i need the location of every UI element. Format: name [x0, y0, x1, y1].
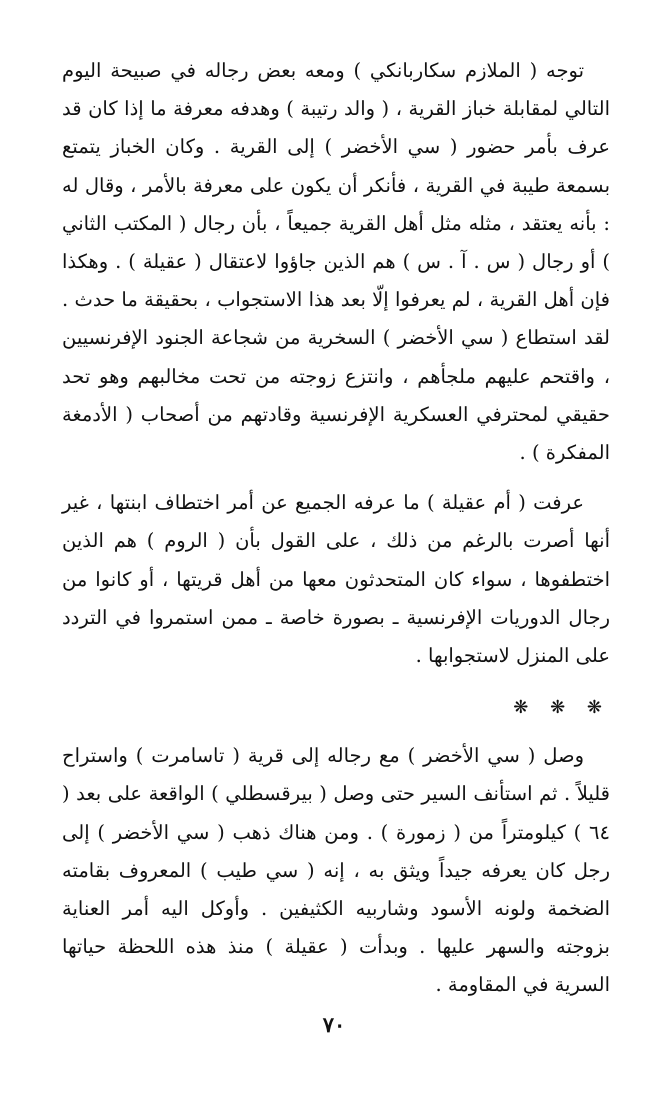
section-separator: ❋ ❋ ❋ [513, 697, 610, 719]
page-body [62, 52, 610, 1005]
paragraph-3: وصل ( سي الأخضر ) مع رجاله إلى قرية ( تاسامرت ) واستراح قليلاً . ثم استأنف السير حتى وصل ( بيرقسطلي ) الواقعة على بعد ( ٦٤ ) كيلومتراً من ( زمورة ) . ومن هناك ذهب ( سي الأخضر ) إلى رجل كان يعرفه جيداً ويثق به ، إنه ( سي طيب ) المعروف بقامته الضخمة ولونه الأسود وشاربيه الكثيفين . وأوكل اليه أمر العناية بزوجته والسهر عليها . وبدأت ( عقيلة ) منذ هذه اللحظة حياتها السرية في المقاومة . [62, 744, 610, 997]
paragraph-2: عرفت ( أم عقيلة ) ما عرفه الجميع عن أمر اختطاف ابنتها ، غير أنها أصرت بالرغم من ذلك ، على القول بأن ( الروم ) هم الذين اختطفوها ، سواء كان المتحدثون معها من أهل قريتها ، أو كانوا من رجال الدوريات الإفرنسية ـ بصورة خاصة ـ ممن استمروا في التردد على المنزل لاستجوابها . [62, 491, 610, 668]
page-number: ٧٠ [322, 1012, 346, 1037]
paragraph-1: توجه ( الملازم سكاربانكي ) ومعه بعض رجاله في صبيحة اليوم التالي لمقابلة خباز القرية ، ( والد رتيبة ) وهدفه معرفة ما إذا كان قد عرف بأمر حضور ( سي الأخضر ) إلى القرية . وكان الخباز يتمتع بسمعة طيبة في القرية ، فأنكر أن يكون على معرفة بالأمر ، وقال له : بأنه يعتقد ، مثله مثل أهل القرية جميعاً ، بأن رجال ( المكتب الثاني ) أو رجال ( س . آ . س ) هم الذين جاؤوا لاعتقال ( عقيلة ) . وهكذا فإن أهل القرية ، لم يعرفوا إلّا بعد هذا الاستجواب ، بحقيقة ما حدث . لقد استطاع ( سي الأخضر ) السخرية من شجاعة الجنود الإفرنسيين ، واقتحم عليهم ملجأهم ، وانتزع زوجته من تحت مخالبهم وهو تحد حقيقي لمحترفي العسكرية الإفرنسية وقادتهم من أصحاب ( الأدمغة المفكرة ) . [62, 59, 610, 465]
